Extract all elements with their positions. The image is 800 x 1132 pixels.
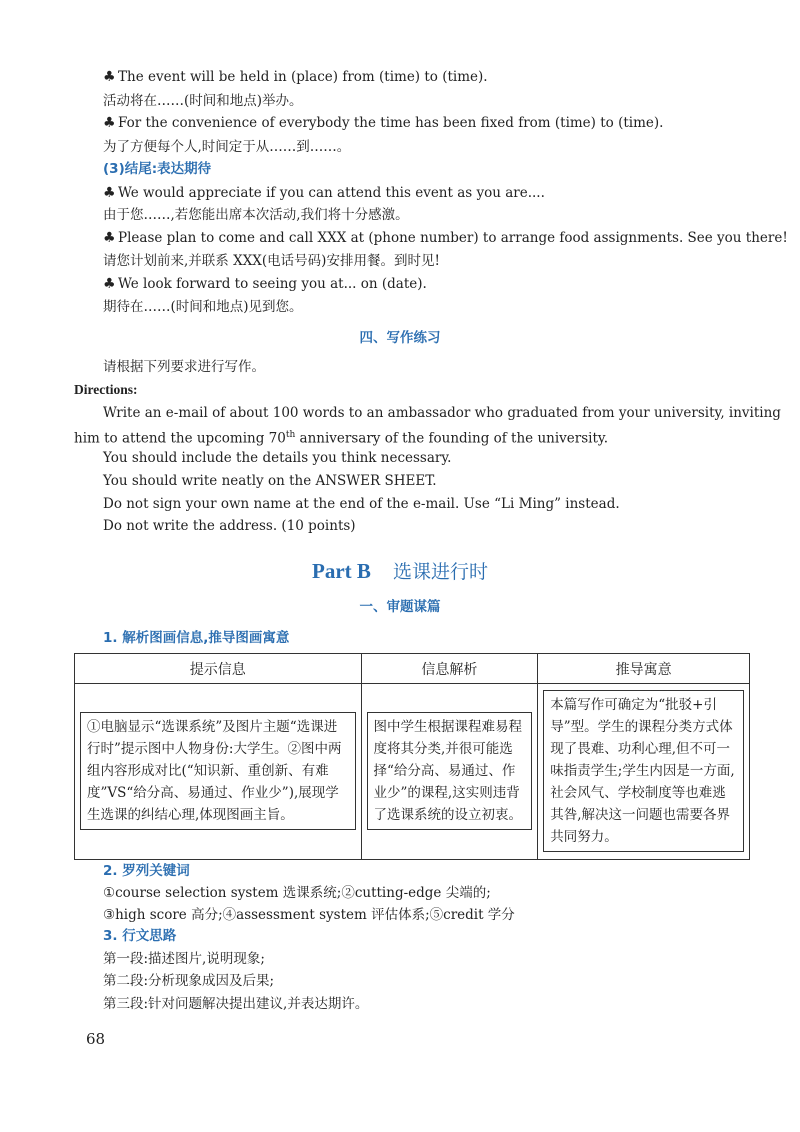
directions-line-1: Write an e-mail of about 100 words to an ambassador who graduated from your university, inviting	[103, 405, 781, 421]
directions-line-2-a: him to attend the upcoming 70	[74, 430, 286, 447]
part-b-title	[0, 558, 800, 585]
directions-line-4: You should write neatly on the ANSWER SHEET.	[103, 473, 437, 489]
phrase-5-chinese: 期待在……(时间和地点)见到您。	[103, 299, 303, 315]
directions-line-5: Do not sign your own name at the end of the e-mail. Use “Li Ming” instead.	[103, 496, 620, 512]
phrase-4-english: Please plan to come and call XXX at (phone number) to arrange food assignments. See you there!	[118, 230, 788, 246]
hint-info-box: ①电脑显示“选课系统”及图片主题“选课进行时”提示图中人物身份:大学生。②图中两组内容形成对比(“知识新、重创新、有难度”VS“给分高、易通过、作业少”),展现学生选课的纠结心理,体现图画主旨。	[80, 712, 356, 830]
club-bullet-icon: ♣	[103, 115, 116, 131]
ending-heading: (3)结尾:表达期待	[103, 161, 212, 177]
club-bullet-icon: ♣	[103, 185, 116, 201]
phrase-2-english: For the convenience of everybody the time has been fixed from (time) to (time).	[118, 115, 664, 131]
exercise-heading: 四、写作练习	[359, 330, 441, 346]
outline-paragraph-3: 第三段:针对问题解决提出建议,并表达期许。	[103, 996, 369, 1012]
keywords-line-1: ①course selection system 选课系统;②cutting-edge 尖端的;	[103, 885, 491, 901]
table-cell	[75, 684, 362, 860]
phrase-5-english: We look forward to seeing you at... on (date).	[118, 276, 427, 292]
table-header-cell: 推导寓意	[538, 654, 750, 684]
table-cell	[538, 684, 750, 860]
phrase-3-english: We would appreciate if you can attend this event as you are....	[118, 185, 545, 201]
info-analysis-box: 图中学生根据课程难易程度将其分类,并很可能选择“给分高、易通过、作业少”的课程,这实则违背了选课系统的设立初衷。	[367, 712, 533, 830]
subheading-outline: 3. 行文思路	[103, 928, 177, 944]
directions-label: Directions:	[74, 382, 138, 397]
table-header-cell: 提示信息	[75, 654, 362, 684]
part-b-section-heading: 一、审题谋篇	[359, 599, 441, 615]
part-b-label: Part B	[312, 559, 371, 583]
page-number: 68	[86, 1030, 106, 1048]
implication-box: 本篇写作可确定为“批驳+引导”型。学生的课程分类方式体现了畏难、功利心理,但不可一味指责学生;学生内因是一方面,社会风气、学校制度等也难逃其咎,解决这一问题也需要各界共同努力。	[543, 690, 744, 852]
picture-analysis-table	[74, 653, 750, 860]
phrase-3-chinese: 由于您……,若您能出席本次活动,我们将十分感激。	[103, 207, 409, 223]
table-cell	[361, 684, 538, 860]
outline-paragraph-1: 第一段:描述图片,说明现象;	[103, 951, 265, 967]
directions-line-2-b: anniversary of the founding of the university.	[295, 430, 609, 447]
table-row	[75, 684, 750, 860]
phrase-1-english: The event will be held in (place) from (time) to (time).	[118, 69, 488, 85]
subheading-keywords: 2. 罗列关键词	[103, 863, 190, 879]
subheading-analyze-picture: 1. 解析图画信息,推导图画寓意	[103, 630, 290, 646]
phrase-4-chinese: 请您计划前来,并联系 XXX(电话号码)安排用餐。到时见!	[103, 253, 440, 269]
club-bullet-icon: ♣	[103, 276, 116, 292]
club-bullet-icon: ♣	[103, 69, 116, 85]
directions-line-3: You should include the details you think necessary.	[103, 450, 452, 466]
club-bullet-icon: ♣	[103, 230, 116, 246]
table-header-cell: 信息解析	[361, 654, 538, 684]
ordinal-superscript: th	[285, 430, 296, 440]
phrase-1-chinese: 活动将在……(时间和地点)举办。	[103, 93, 303, 109]
keywords-line-2: ③high score 高分;④assessment system 评估体系;⑤credit 学分	[103, 907, 515, 923]
directions-line-2	[74, 426, 608, 448]
table-header-row	[75, 654, 750, 684]
directions-line-6: Do not write the address. (10 points)	[103, 518, 356, 534]
phrase-2-chinese: 为了方便每个人,时间定于从……到……。	[103, 139, 351, 155]
exercise-intro: 请根据下列要求进行写作。	[103, 359, 265, 375]
outline-paragraph-2: 第二段:分析现象成因及后果;	[103, 973, 275, 989]
part-b-subtitle: 选课进行时	[392, 561, 488, 583]
